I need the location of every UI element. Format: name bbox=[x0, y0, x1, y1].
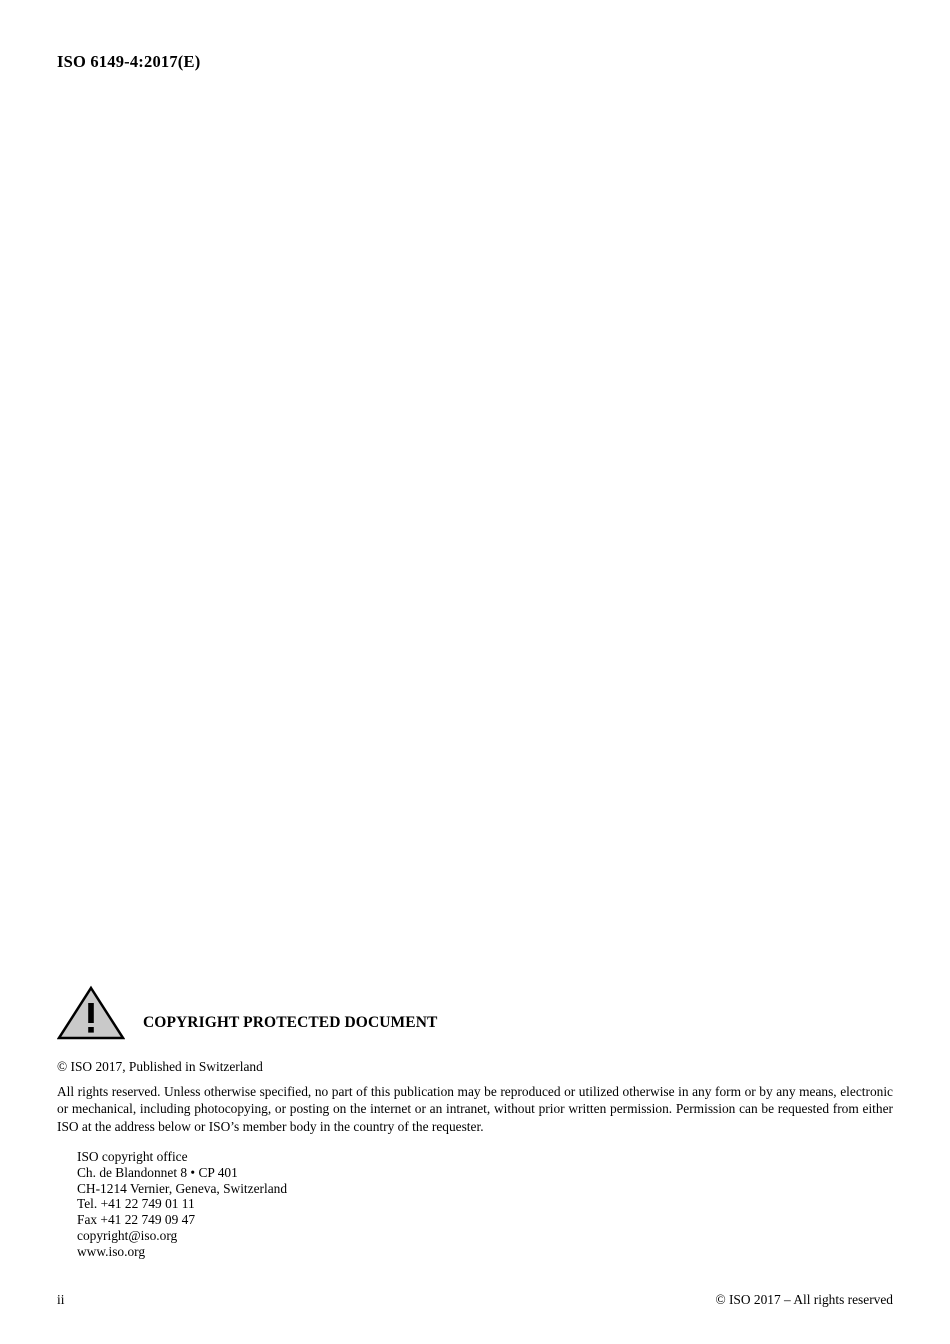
warning-triangle-icon bbox=[57, 985, 125, 1041]
rights-reserved-paragraph: All rights reserved. Unless otherwise specified, no part of this publication may be reproduced or utilized otherwise in any form or by any means, electronic or mechanical, including photocopying, or posting on the internet or an intranet, without prior written permission. Permission can be requested from either ISO at the address below or ISO’s member body in the country of the requester. bbox=[57, 1084, 893, 1134]
footer-rights-note: © ISO 2017 – All rights reserved bbox=[715, 1292, 893, 1307]
copyright-protected-document-title: COPYRIGHT PROTECTED DOCUMENT bbox=[143, 1014, 438, 1031]
address-line: Fax +41 22 749 09 47 bbox=[77, 1212, 196, 1228]
page-footer bbox=[57, 1292, 893, 1308]
page-title: ISO 6149-4:2017(E) bbox=[57, 52, 201, 71]
address-line: Tel. +41 22 749 01 11 bbox=[77, 1196, 195, 1212]
copyright-heading-row bbox=[57, 985, 893, 1041]
copyright-line: © ISO 2017, Published in Switzerland bbox=[57, 1059, 263, 1074]
website-url[interactable]: www.iso.org bbox=[77, 1243, 146, 1259]
page-number: ii bbox=[57, 1292, 65, 1307]
copyright-notice bbox=[57, 985, 893, 1260]
address-line: ISO copyright office bbox=[77, 1149, 188, 1164]
address-line: CH-1214 Vernier, Geneva, Switzerland bbox=[77, 1180, 288, 1196]
email-address[interactable]: copyright@iso.org bbox=[77, 1228, 178, 1244]
address-line: Ch. de Blandonnet 8 • CP 401 bbox=[77, 1164, 238, 1180]
iso-copyright-address bbox=[77, 1149, 893, 1260]
